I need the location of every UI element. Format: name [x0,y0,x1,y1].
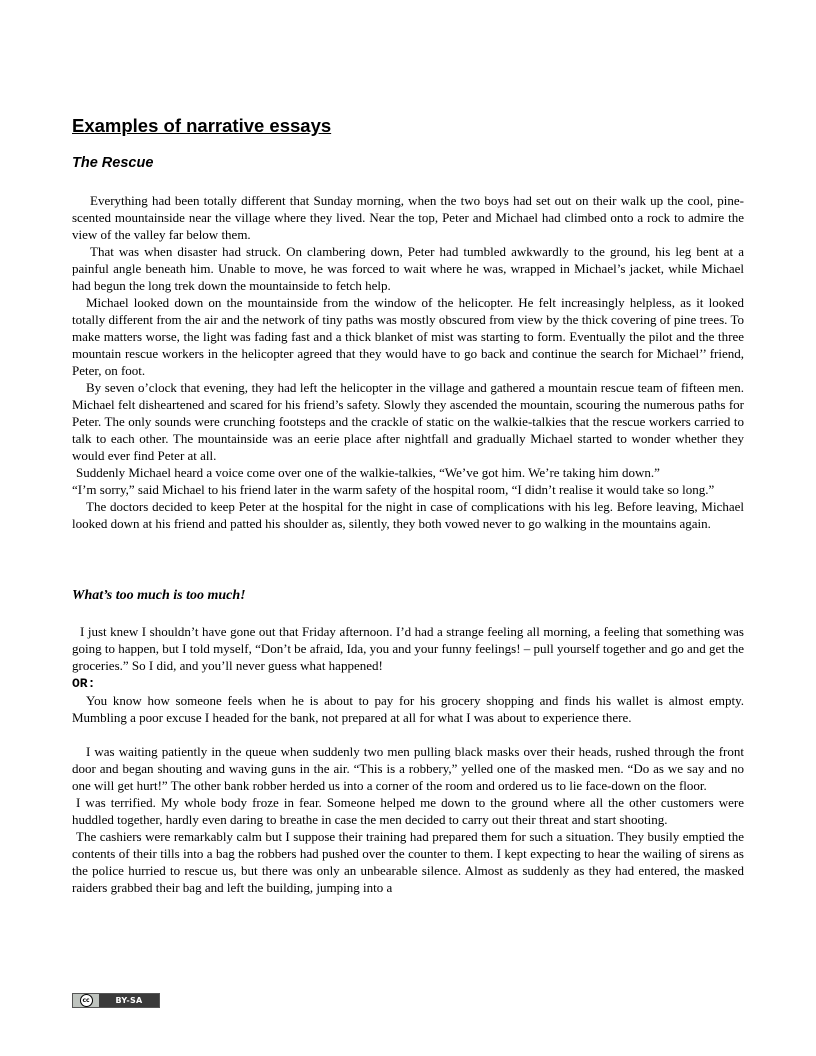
paragraph: I just knew I shouldn’t have gone out that Friday afternoon. I’d had a strange feeling all morning, a feeling that something was going to happen, but I told myself, “Don’t be afraid, Ida, you and your funny feelings! – pull yourself together and go and get the groceries.” So I did, and you’ll never guess what happened! [72,624,744,673]
cc-symbol: cc [80,994,93,1007]
paragraph: Suddenly Michael heard a voice come over one of the walkie-talkies, “We’ve got him. We’re taking him down.” [76,465,660,480]
or-label [72,674,744,692]
paragraph: By seven o’clock that evening, they had left the helicopter in the village and gathered a mountain rescue team of fifteen men. Michael felt disheartened and scared for his friend’s safety. Slowly they ascended the mountain, scouring the numerous paths for Peter. The only sounds were crunching footsteps and the crackle of static on the walkie-talkies that the rescue workers carried to talk to each other. The mountainside was an eerie place after nightfall and gradually Michael started to wonder whether they would ever find Peter at all. [72,380,744,463]
paragraph: I was waiting patiently in the queue when suddenly two men pulling black masks over their heads, rushed through the front door and began shouting and waving guns in the air. “This is a robbery,” yelled one of the masked men. “Do as we say and no one will get hurt!” The other bank robber herded us into a corner of the room and ordered us to lie face-down on the floor. [72,744,744,793]
paragraph: Everything had been totally different that Sunday morning, when the two boys had set out on their walk up the cool, pine-scented mountainside near the village where they lived. Near the top, Peter and Michael had climbed onto a rock to admire the view of the valley far below them. [72,193,744,242]
essay-title-the-rescue: The Rescue [72,155,154,171]
paragraph: I was terrified. My whole body froze in fear. Someone helped me down to the ground where all the other customers were huddled together, hardly even daring to breathe in case the men decided to carry out their threat and start shooting. [72,795,744,827]
paragraph: That was when disaster had struck. On clambering down, Peter had tumbled awkwardly to the ground, his leg bent at a painful angle beneath him. Unable to move, he was forced to wait where he was, wrapped in Michael’s jacket, while Michael had begun the long trek down the mountainside to fetch help. [72,244,744,293]
essay-body-the-rescue [72,192,744,532]
license-label: BY-SA [115,996,143,1005]
or-label-text: OR: [72,676,96,691]
page-title: Examples of narrative essays [72,115,332,136]
paragraph: Michael looked down on the mountainside from the window of the helicopter. He felt increasingly helpless, as it looked totally different from the air and the network of tiny paths was mostly obscured from view by the thick covering of pine trees. To make matters worse, the light was fading fast and a thick blanket of mist was starting to form. Eventually the pilot and the three mountain rescue workers in the helicopter agreed that they would have to go back and continue the search for Michael’’ friend, Peter, on foot. [72,295,744,378]
paragraph: The cashiers were remarkably calm but I suppose their training had prepared them for such a situation. They busily emptied the contents of their tills into a bag the robbers had pushed over the counter to them. I kept expecting to hear the wailing of sirens as the police hurried to rescue us, but there was only an unbearable silence. Almost as suddenly as they had entered, the masked raiders grabbed their bag and left the building, jumping into a [72,829,744,895]
essay-title-too-much: What’s too much is too much! [72,588,246,603]
paragraph: You know how someone feels when he is about to pay for his grocery shopping and finds his wallet is almost empty. Mumbling a poor excuse I headed for the bank, not prepared at all for what I was about to experience there. [72,693,744,725]
essay-body-too-much [72,623,744,896]
paragraph: The doctors decided to keep Peter at the hospital for the night in case of complications with his leg. Before leaving, Michael looked down at his friend and patted his shoulder as, silently, they both vowed never to go walking in the mountains again. [72,499,744,531]
license-badge [72,993,160,1008]
paragraph: “I’m sorry,” said Michael to his friend later in the warm safety of the hospital room, “I didn’t realise it would take so long.” [72,482,715,497]
creative-commons-icon [73,994,99,1007]
